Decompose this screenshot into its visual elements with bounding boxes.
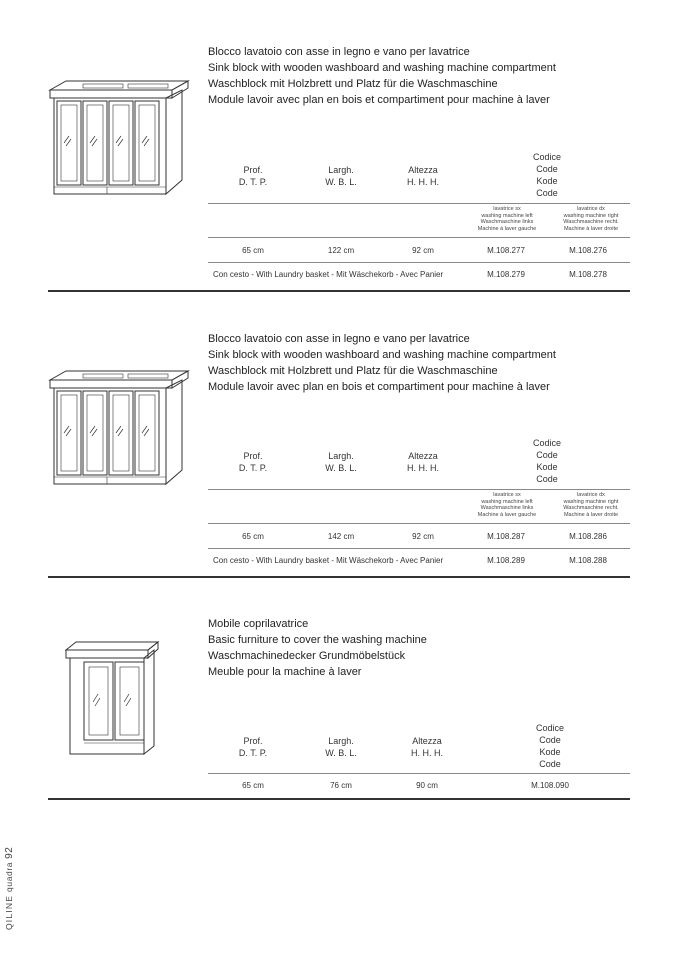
code-right-value: M.108.276 [569, 246, 607, 255]
depth-header: Prof. D. T. P. [238, 451, 268, 473]
code-header: Codice Code Kode Code [535, 723, 564, 769]
depth-header: Prof. D. T. P. [238, 165, 268, 187]
basket-label: Con cesto - With Laundry basket - Mit Wäschekorb - Avec Panier [213, 270, 444, 279]
code-left-value: M.108.287 [487, 532, 525, 541]
section-divider [48, 798, 630, 800]
basket-code-right: M.108.278 [569, 270, 607, 279]
table-rule [208, 773, 630, 774]
sink-block-142-illustration [48, 368, 190, 490]
height-header: Altezza H. H. H. [410, 736, 443, 758]
section-divider [48, 576, 630, 578]
section-divider [48, 290, 630, 292]
table-rule [208, 548, 630, 549]
basket-code-left: M.108.289 [487, 556, 525, 565]
product-title-de: Waschmachinedecker Grundmöbelstück [208, 650, 406, 662]
variant-right-header: lavatrice dx washing machine right Waschmaschine recht. Machine à laver droite [563, 492, 619, 518]
table-rule [208, 523, 630, 524]
height-value: 92 cm [412, 246, 434, 255]
table-rule [208, 237, 630, 238]
height-value: 92 cm [412, 532, 434, 541]
product-title-en: Sink block with wooden washboard and washing machine compartment [208, 62, 556, 74]
height-value: 90 cm [416, 781, 438, 790]
table-rule [208, 262, 630, 263]
code-value: M.108.090 [531, 781, 569, 790]
depth-value: 65 cm [242, 246, 264, 255]
product-title-it: Mobile coprilavatrice [208, 618, 309, 630]
product-title-en: Sink block with wooden washboard and washing machine compartment [208, 349, 556, 361]
basket-code-right: M.108.288 [569, 556, 607, 565]
width-value: 142 cm [327, 532, 355, 541]
code-header: Codice Code Kode Code [532, 152, 561, 198]
depth-value: 65 cm [242, 781, 264, 790]
width-header: Largh. W. B. L. [325, 736, 357, 758]
height-header: Altezza H. H. H. [406, 451, 439, 473]
product-title-de: Waschblock mit Holzbrett und Platz für die Waschmaschine [208, 78, 498, 90]
width-value: 76 cm [330, 781, 352, 790]
product-title-it: Blocco lavatoio con asse in legno e vano per lavatrice [208, 46, 470, 58]
height-header: Altezza H. H. H. [406, 165, 439, 187]
washing-machine-cover-illustration [64, 640, 164, 760]
table-rule [208, 489, 630, 490]
product-title-en: Basic furniture to cover the washing machine [208, 634, 427, 646]
variant-left-header: lavatrice sx washing machine left Waschmaschine links Machine à laver gauche [477, 206, 537, 232]
sink-block-122-illustration [48, 78, 190, 200]
table-rule [208, 203, 630, 204]
product-title-fr: Module lavoir avec plan en bois et compartiment pour machine à laver [208, 381, 550, 393]
product-title-it: Blocco lavatoio con asse in legno e vano per lavatrice [208, 333, 470, 345]
variant-right-header: lavatrice dx washing machine right Waschmaschine recht. Machine à laver droite [563, 206, 619, 232]
collection-name: quadra [4, 861, 14, 892]
product-title-fr: Meuble pour la machine à laver [208, 666, 362, 678]
depth-value: 65 cm [242, 532, 264, 541]
page-number: 92 [4, 846, 15, 859]
page-footer-brand [4, 847, 15, 930]
product-title-fr: Module lavoir avec plan en bois et compartiment pour machine à laver [208, 94, 550, 106]
brand-name: QILINE [4, 894, 14, 930]
width-header: Largh. W. B. L. [325, 451, 357, 473]
code-left-value: M.108.277 [487, 246, 525, 255]
width-header: Largh. W. B. L. [325, 165, 357, 187]
code-header: Codice Code Kode Code [532, 438, 561, 484]
width-value: 122 cm [327, 246, 355, 255]
basket-label: Con cesto - With Laundry basket - Mit Wäschekorb - Avec Panier [213, 556, 444, 565]
depth-header: Prof. D. T. P. [238, 736, 268, 758]
variant-left-header: lavatrice sx washing machine left Waschmaschine links Machine à laver gauche [477, 492, 537, 518]
basket-code-left: M.108.279 [487, 270, 525, 279]
code-right-value: M.108.286 [569, 532, 607, 541]
product-title-de: Waschblock mit Holzbrett und Platz für die Waschmaschine [208, 365, 498, 377]
